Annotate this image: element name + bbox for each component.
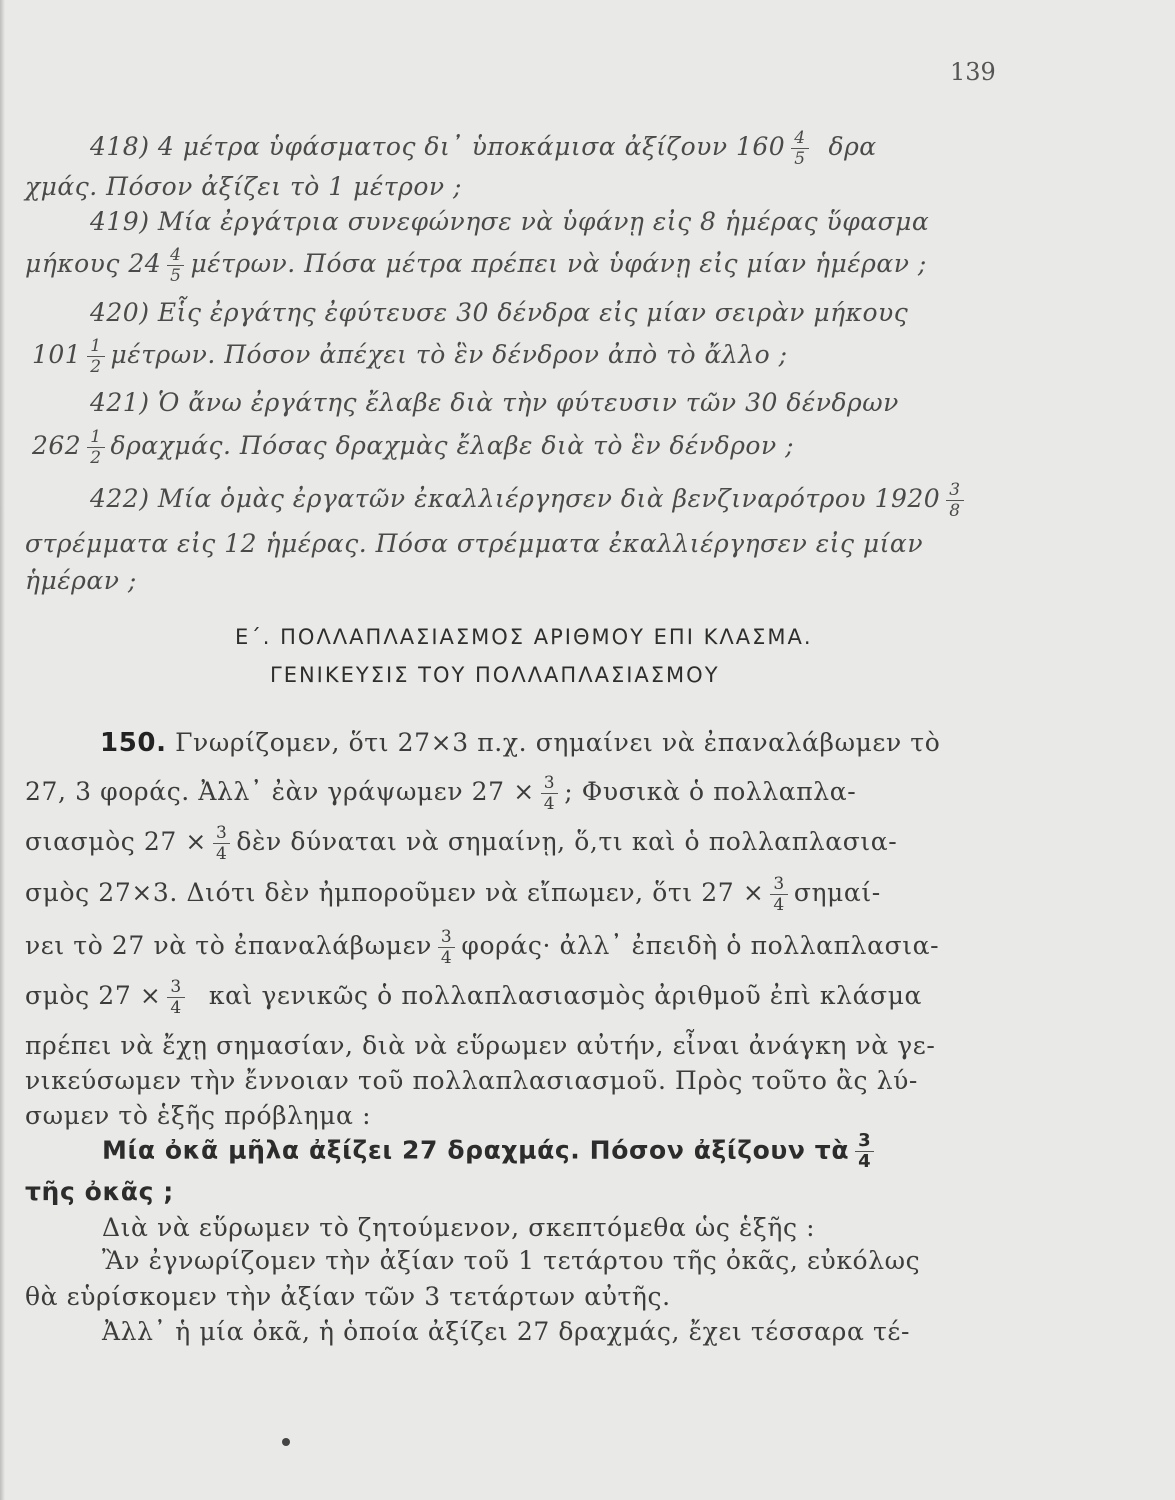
page-number: 139	[950, 58, 996, 86]
section-number: 150.	[100, 728, 167, 758]
section-150-line6: σμὸς 27 × $\frac{3}{4}$ καὶ γενικῶς ὁ πολλαπλασιασμὸς ἀριθμοῦ ἐπὶ κλάσμα	[25, 977, 923, 1018]
section-heading-line1: Ε΄. ΠΟΛΛΑΠΛΑΣΙΑΣΜΟΣ ΑΡΙΘΜΟΥ ΕΠΙ ΚΛΑΣΜΑ.	[235, 625, 813, 649]
fraction: $\frac{3}{4}$	[167, 977, 184, 1018]
ink-spot	[282, 1438, 290, 1446]
problem-422-line2: στρέμματα εἰς 12 ἡμέρας. Πόσα στρέμματα ἐκαλλιέργησεν εἰς μίαν	[25, 529, 924, 558]
section-heading-line2: ΓΕΝΙΚΕΥΣΙΣ ΤΟΥ ΠΟΛΛΑΠΛΑΣΙΑΣΜΟΥ	[270, 663, 720, 687]
closing-line1: Διὰ νὰ εὕρωμεν τὸ ζητούμενον, σκεπτόμεθα ὡς ἑξῆς :	[102, 1213, 816, 1242]
section-150-line5: νει τὸ 27 νὰ τὸ ἐπαναλάβωμεν $\frac{3}{4}$ φοράς· ἀλλ᾽ ἐπειδὴ ὁ πολλαπλασια-	[25, 927, 940, 968]
section-150-line8: νικεύσωμεν τὴν ἔννοιαν τοῦ πολλαπλασιασμοῦ. Πρὸς τοῦτο ἂς λύ-	[25, 1066, 918, 1095]
fraction: $\frac{3}{8}$	[946, 480, 963, 521]
fraction: $\frac{3}{4}$	[770, 874, 787, 915]
problem-422-line3: ἡμέραν ;	[25, 566, 137, 595]
fraction: $\frac{1}{2}$	[87, 336, 104, 377]
closing-line4: Ἀλλ᾽ ἡ μία ὀκᾶ, ἡ ὁποία ἀξίζει 27 δραχμάς, ἔχει τέσσαρα τέ-	[102, 1317, 911, 1346]
problem-419-line2: μήκους 24 $\frac{4}{5}$ μέτρων. Πόσα μέτρα πρέπει νὰ ὑφάνῃ εἰς μίαν ἡμέραν ;	[25, 245, 927, 286]
fraction: $\frac{1}{2}$	[87, 427, 104, 468]
closing-line3: θὰ εὑρίσκομεν τὴν ἀξίαν τῶν 3 τετάρτων αὐτῆς.	[25, 1282, 671, 1311]
problem-420-line2: 101 $\frac{1}{2}$ μέτρων. Πόσον ἀπέχει τὸ ἓν δένδρον ἀπὸ τὸ ἄλλο ;	[32, 336, 788, 377]
section-150-line1: 150. Γνωρίζομεν, ὅτι 27×3 π.χ. σημαίνει νὰ ἐπαναλάβωμεν τὸ	[100, 728, 941, 758]
problem-418-line1: 418) 4 μέτρα ὑφάσματος δι᾽ ὑποκάμισα ἀξίζουν 160 $\frac{4}{5}$ δρα	[90, 128, 877, 169]
page-edge-shadow	[0, 0, 5, 1500]
closing-line2: Ἂν ἐγνωρίζομεν τὴν ἀξίαν τοῦ 1 τετάρτου τῆς ὀκᾶς, εὐκόλως	[102, 1246, 921, 1275]
fraction: $\frac{3}{4}$	[855, 1131, 874, 1172]
fraction: $\frac{3}{4}$	[213, 823, 230, 864]
section-150-line2: 27, 3 φοράς. Ἀλλ᾽ ἐὰν γράψωμεν 27 × $\frac{3}{4}$ ; Φυσικὰ ὁ πολλαπλα-	[25, 773, 857, 814]
problem-418-line2: χμάς. Πόσον ἀξίζει τὸ 1 μέτρον ;	[25, 172, 462, 201]
problem-421-line1: 421) Ὁ ἄνω ἐργάτης ἔλαβε διὰ τὴν φύτευσιν τῶν 30 δένδρων	[90, 388, 899, 417]
bold-problem-line2: τῆς ὀκᾶς ;	[25, 1177, 174, 1206]
fraction: $\frac{4}{5}$	[167, 245, 184, 286]
bold-problem-line1: Μία ὀκᾶ μῆλα ἀξίζει 27 δραχμάς. Πόσον ἀξίζουν τὰ $\frac{3}{4}$	[102, 1131, 880, 1172]
section-150-line3: σιασμὸς 27 × $\frac{3}{4}$ δὲν δύναται νὰ σημαίνῃ, ὅ,τι καὶ ὁ πολλαπλασια-	[25, 823, 898, 864]
fraction: $\frac{4}{5}$	[791, 128, 808, 169]
section-150-line4: σμὸς 27×3. Διότι δὲν ἠμποροῦμεν νὰ εἴπωμεν, ὅτι 27 × $\frac{3}{4}$ σημαί-	[25, 874, 881, 915]
fraction: $\frac{3}{4}$	[438, 927, 455, 968]
problem-422-line1: 422) Μία ὁμὰς ἐργατῶν ἐκαλλιέργησεν διὰ βενζιναρότρου 1920 $\frac{3}{8}$	[90, 480, 970, 521]
section-150-line9: σωμεν τὸ ἑξῆς πρόβλημα :	[25, 1101, 372, 1130]
section-150-line7: πρέπει νὰ ἔχῃ σημασίαν, διὰ νὰ εὕρωμεν αὐτήν, εἶναι ἀνάγκη νὰ γε-	[25, 1031, 936, 1060]
fraction: $\frac{3}{4}$	[541, 773, 558, 814]
problem-420-line1: 420) Εἷς ἐργάτης ἐφύτευσε 30 δένδρα εἰς μίαν σειρὰν μήκους	[90, 298, 909, 327]
problem-419-line1: 419) Μία ἐργάτρια συνεφώνησε νὰ ὑφάνῃ εἰς 8 ἡμέρας ὕφασμα	[90, 207, 930, 236]
problem-421-line2: 262 $\frac{1}{2}$ δραχμάς. Πόσας δραχμὰς ἔλαβε διὰ τὸ ἓν δένδρον ;	[32, 427, 795, 468]
